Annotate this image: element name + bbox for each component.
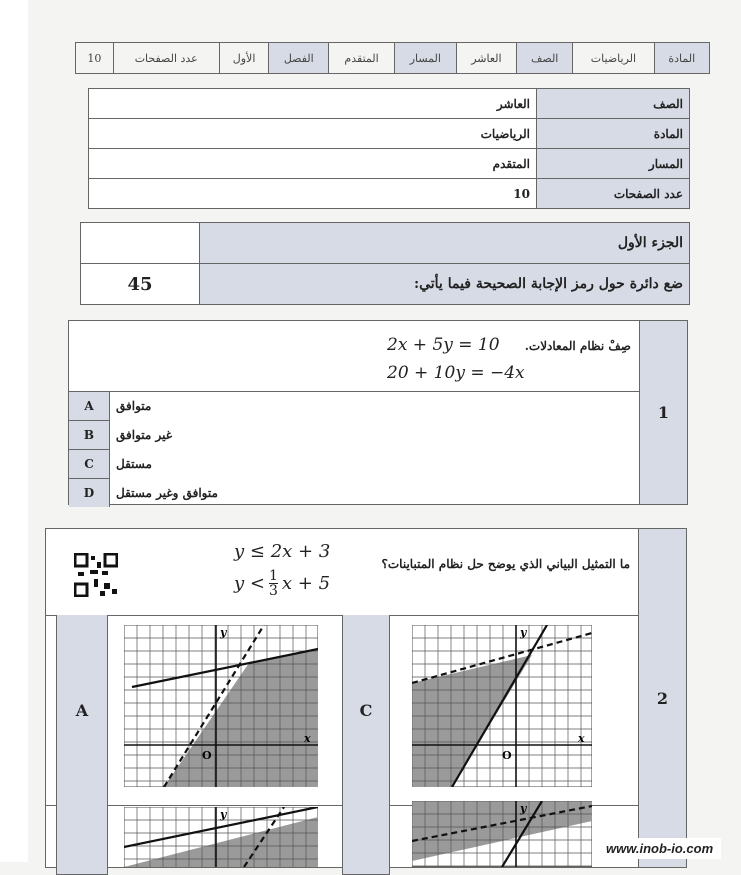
option-letter: A [69, 392, 110, 421]
info-value: العاشر [89, 89, 537, 119]
equation-2: 20 + 10y = −4x [387, 363, 525, 383]
option-letter: C [69, 450, 110, 479]
option-c[interactable] [69, 450, 229, 479]
x-axis-label: x [578, 732, 585, 745]
y-axis-label: y [220, 808, 227, 821]
info-value: الرياضيات [89, 119, 537, 149]
header-cell: المادة [654, 43, 709, 74]
header-cell: الرياضيات [573, 43, 654, 74]
option-a[interactable] [69, 392, 229, 421]
info-label: الصف [537, 89, 690, 119]
origin-label: O [202, 749, 212, 762]
header-cell: العاشر [456, 43, 516, 74]
inequality-rhs: x + 5 [281, 573, 331, 594]
question-prompt: صِفْ نظام المعادلات. [524, 339, 631, 353]
option-d[interactable] [69, 479, 229, 508]
info-label: المسار [537, 149, 690, 179]
part-title: الجزء الأول [200, 223, 690, 264]
graph-b[interactable] [124, 807, 318, 867]
question-number: 2 [638, 529, 686, 867]
part-instruction: ضع دائرة حول رمز الإجابة الصحيحة فيما يأتي: [200, 264, 690, 305]
header-cell: المتقدم [329, 43, 395, 74]
y-axis-label: y [220, 626, 227, 639]
graph-d[interactable] [412, 801, 592, 867]
header-cell: عدد الصفحات [113, 43, 219, 74]
option-letter: B [69, 421, 110, 450]
options [69, 391, 229, 507]
question-prompt: ما التمثيل البياني الذي يوضح حل نظام المتباينات؟ [381, 557, 630, 571]
info-value: المتقدم [89, 149, 537, 179]
info-label: المادة [537, 119, 690, 149]
equation-1: 2x + 5y = 10 [387, 335, 500, 355]
info-table [88, 88, 690, 209]
graph-a[interactable] [124, 625, 318, 787]
option-c-label[interactable]: C [342, 615, 390, 805]
fraction-numerator: 1 [268, 568, 278, 584]
header-cell: الصف [517, 43, 573, 74]
inequality-1: y ≤ 2x + 3 [234, 541, 331, 562]
y-axis-label: y [520, 802, 527, 815]
part-score: 45 [81, 264, 200, 305]
inequality-lhs: y < [234, 573, 265, 594]
option-text: متوافق [116, 399, 152, 413]
x-axis-label: x [304, 732, 311, 745]
question-2 [45, 528, 687, 868]
watermark: www.inob-io.com [598, 838, 721, 859]
option-text: مستقل [116, 457, 152, 471]
header-cell: الأول [219, 43, 269, 74]
option-text: غير متوافق [116, 428, 173, 442]
origin-label: O [502, 749, 512, 762]
option-a-label[interactable]: A [56, 615, 108, 805]
header-cell: 10 [76, 43, 114, 74]
graph-c[interactable] [412, 625, 592, 787]
header-cell: الفصل [269, 43, 329, 74]
question-number: 1 [639, 321, 687, 504]
inequality-2 [234, 569, 330, 598]
header-table [75, 42, 710, 74]
y-axis-label: y [520, 626, 527, 639]
info-value: 10 [89, 179, 537, 209]
option-b[interactable] [69, 421, 229, 450]
option-text: متوافق وغير مستقل [116, 485, 218, 500]
fraction-denominator: 3 [268, 583, 278, 599]
option-letter: D [69, 479, 110, 508]
page-margin [0, 0, 28, 862]
question-1 [68, 320, 688, 505]
fraction [269, 569, 278, 598]
header-cell: المسار [394, 43, 456, 74]
qr-code-icon [74, 553, 118, 597]
info-label: عدد الصفحات [537, 179, 690, 209]
part-table [80, 222, 690, 305]
